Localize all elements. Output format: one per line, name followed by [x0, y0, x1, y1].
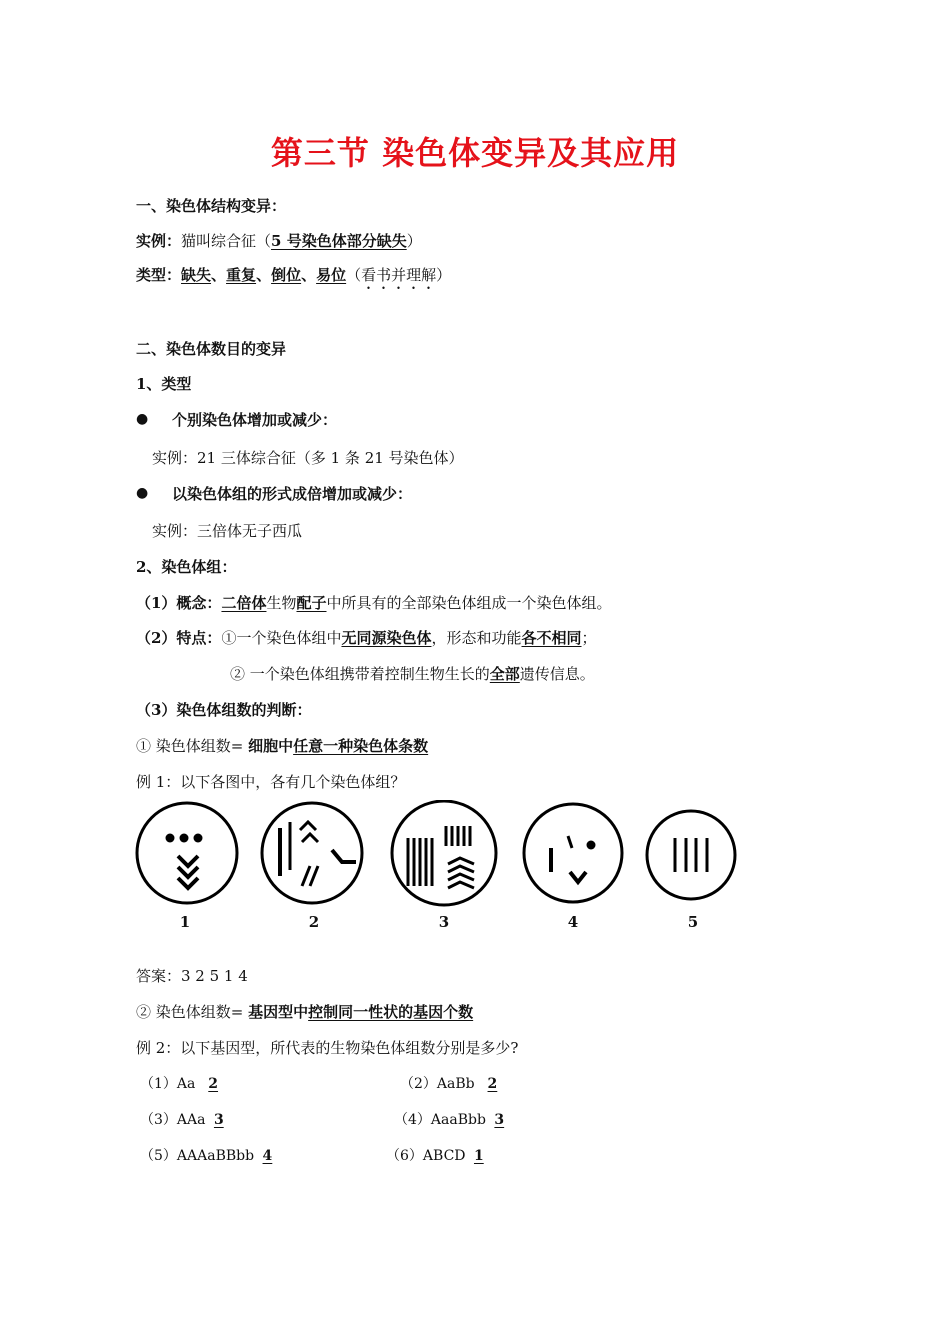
genotype-answer: 3 — [494, 1112, 505, 1128]
genotype-answer: 2 — [208, 1076, 219, 1092]
subheading-chromosome-set: 2、染色体组： — [136, 558, 237, 576]
genotype-answer: 3 — [213, 1112, 224, 1128]
feature-text: ，形态和功能 — [431, 629, 522, 647]
genotype-item — [140, 1110, 228, 1130]
section1-types — [136, 265, 451, 293]
genotype-label: （6）ABCD — [386, 1148, 466, 1164]
bullet1-example: 实例：21 三体综合征（多 1 条 21 号染色体） — [152, 449, 464, 467]
type-note: （看书并理解） — [346, 266, 452, 284]
concept-text: 生物 — [266, 594, 297, 612]
feature-text: ①一个染色体组中 — [221, 629, 342, 647]
method-bold: 细胞中 — [248, 737, 294, 755]
page-title: 第三节 染色体变异及其应用 — [270, 134, 680, 172]
method-text: ① 染色体组数= — [136, 737, 249, 755]
bullet-dot: ● — [136, 411, 149, 427]
method-bold: 基因型中 — [248, 1003, 309, 1021]
section1-heading: 一、染色体结构变异： — [136, 197, 287, 215]
figure-5 — [647, 811, 735, 899]
method1-line — [136, 736, 428, 756]
figure-2 — [262, 803, 362, 903]
figure-label: 1 — [179, 913, 191, 931]
genotype-answer: 1 — [473, 1148, 484, 1164]
feature-key: 无同源染色体 — [341, 629, 432, 647]
figure-label: 4 — [567, 913, 579, 931]
genotype-answer: 4 — [262, 1148, 273, 1164]
feature-text: ； — [581, 629, 597, 647]
concept-key: 二倍体 — [221, 594, 267, 612]
answer-line: 答案：3 2 5 1 4 — [136, 967, 248, 985]
figure-1 — [137, 803, 237, 903]
concept-text: 中所具有的全部染色体组成一个染色体组。 — [326, 594, 612, 612]
feature-label: （2）特点： — [136, 629, 222, 647]
concept-label: （1）概念： — [136, 594, 222, 612]
type-item: 缺失 — [181, 266, 212, 284]
bullet-dot: ● — [136, 485, 149, 501]
genotype-item — [400, 1074, 501, 1094]
example1-question: 例 1：以下各图中，各有几个染色体组？ — [136, 773, 406, 791]
figure-label: 3 — [438, 913, 450, 931]
genotype-item — [140, 1074, 222, 1094]
feature-key: 全部 — [489, 665, 520, 683]
method2-line — [136, 1002, 473, 1022]
feature-text: 遗传信息。 — [519, 665, 595, 683]
example-label: 实例： — [136, 232, 182, 250]
types-label: 类型： — [136, 266, 182, 284]
concept-key: 配子 — [296, 594, 327, 612]
chromosome-figures — [130, 800, 750, 910]
genotype-label: （4）AaaBbb — [394, 1112, 486, 1128]
type-sep: 、 — [256, 266, 272, 284]
type-sep: 、 — [301, 266, 317, 284]
feature1-line — [136, 628, 597, 648]
bullet2-example: 实例：三倍体无子西瓜 — [152, 522, 303, 540]
example2-question: 例 2：以下基因型，所代表的生物染色体组数分别是多少? — [136, 1039, 519, 1057]
genotype-label: （2）AaBb — [400, 1076, 475, 1092]
feature-text: ② 一个染色体组携带着控制生物生长的 — [230, 665, 490, 683]
figure-label: 2 — [308, 913, 320, 931]
figure-3 — [392, 801, 496, 905]
genotype-item — [394, 1110, 508, 1130]
feature-key: 各不相同 — [521, 629, 582, 647]
genotype-answer: 2 — [487, 1076, 498, 1092]
genotype-item — [386, 1146, 488, 1166]
concept-line — [136, 593, 612, 613]
genotype-item — [140, 1146, 276, 1166]
genotype-label: （3）AAa — [140, 1112, 206, 1128]
type-item: 倒位 — [271, 266, 302, 284]
type-item: 易位 — [316, 266, 347, 284]
method-key: 控制同一性状的基因个数 — [308, 1003, 474, 1021]
example-key: 5 号染色体部分缺失 — [271, 232, 407, 250]
subheading-types: 1、类型 — [136, 375, 192, 393]
type-item: 重复 — [226, 266, 257, 284]
type-sep: 、 — [211, 266, 227, 284]
bullet1-text: 个别染色体增加或减少： — [172, 411, 338, 429]
method-key: 任意一种染色体条数 — [293, 737, 429, 755]
bullet2-text: 以染色体组的形式成倍增加或减少： — [172, 485, 413, 503]
section1-example — [136, 231, 422, 251]
example-end: ） — [406, 232, 422, 250]
genotype-label: （1）Aa — [140, 1076, 196, 1092]
judge-heading: （3）染色体组数的判断： — [136, 701, 312, 719]
figure-4 — [524, 804, 622, 902]
section2-heading: 二、染色体数目的变异 — [136, 340, 287, 358]
method-text: ② 染色体组数= — [136, 1003, 249, 1021]
genotype-label: （5）AAAaBBbb — [140, 1148, 255, 1164]
figure-label: 5 — [687, 913, 699, 931]
example-text: 猫叫综合征（ — [181, 232, 272, 250]
feature2-line — [230, 664, 595, 684]
